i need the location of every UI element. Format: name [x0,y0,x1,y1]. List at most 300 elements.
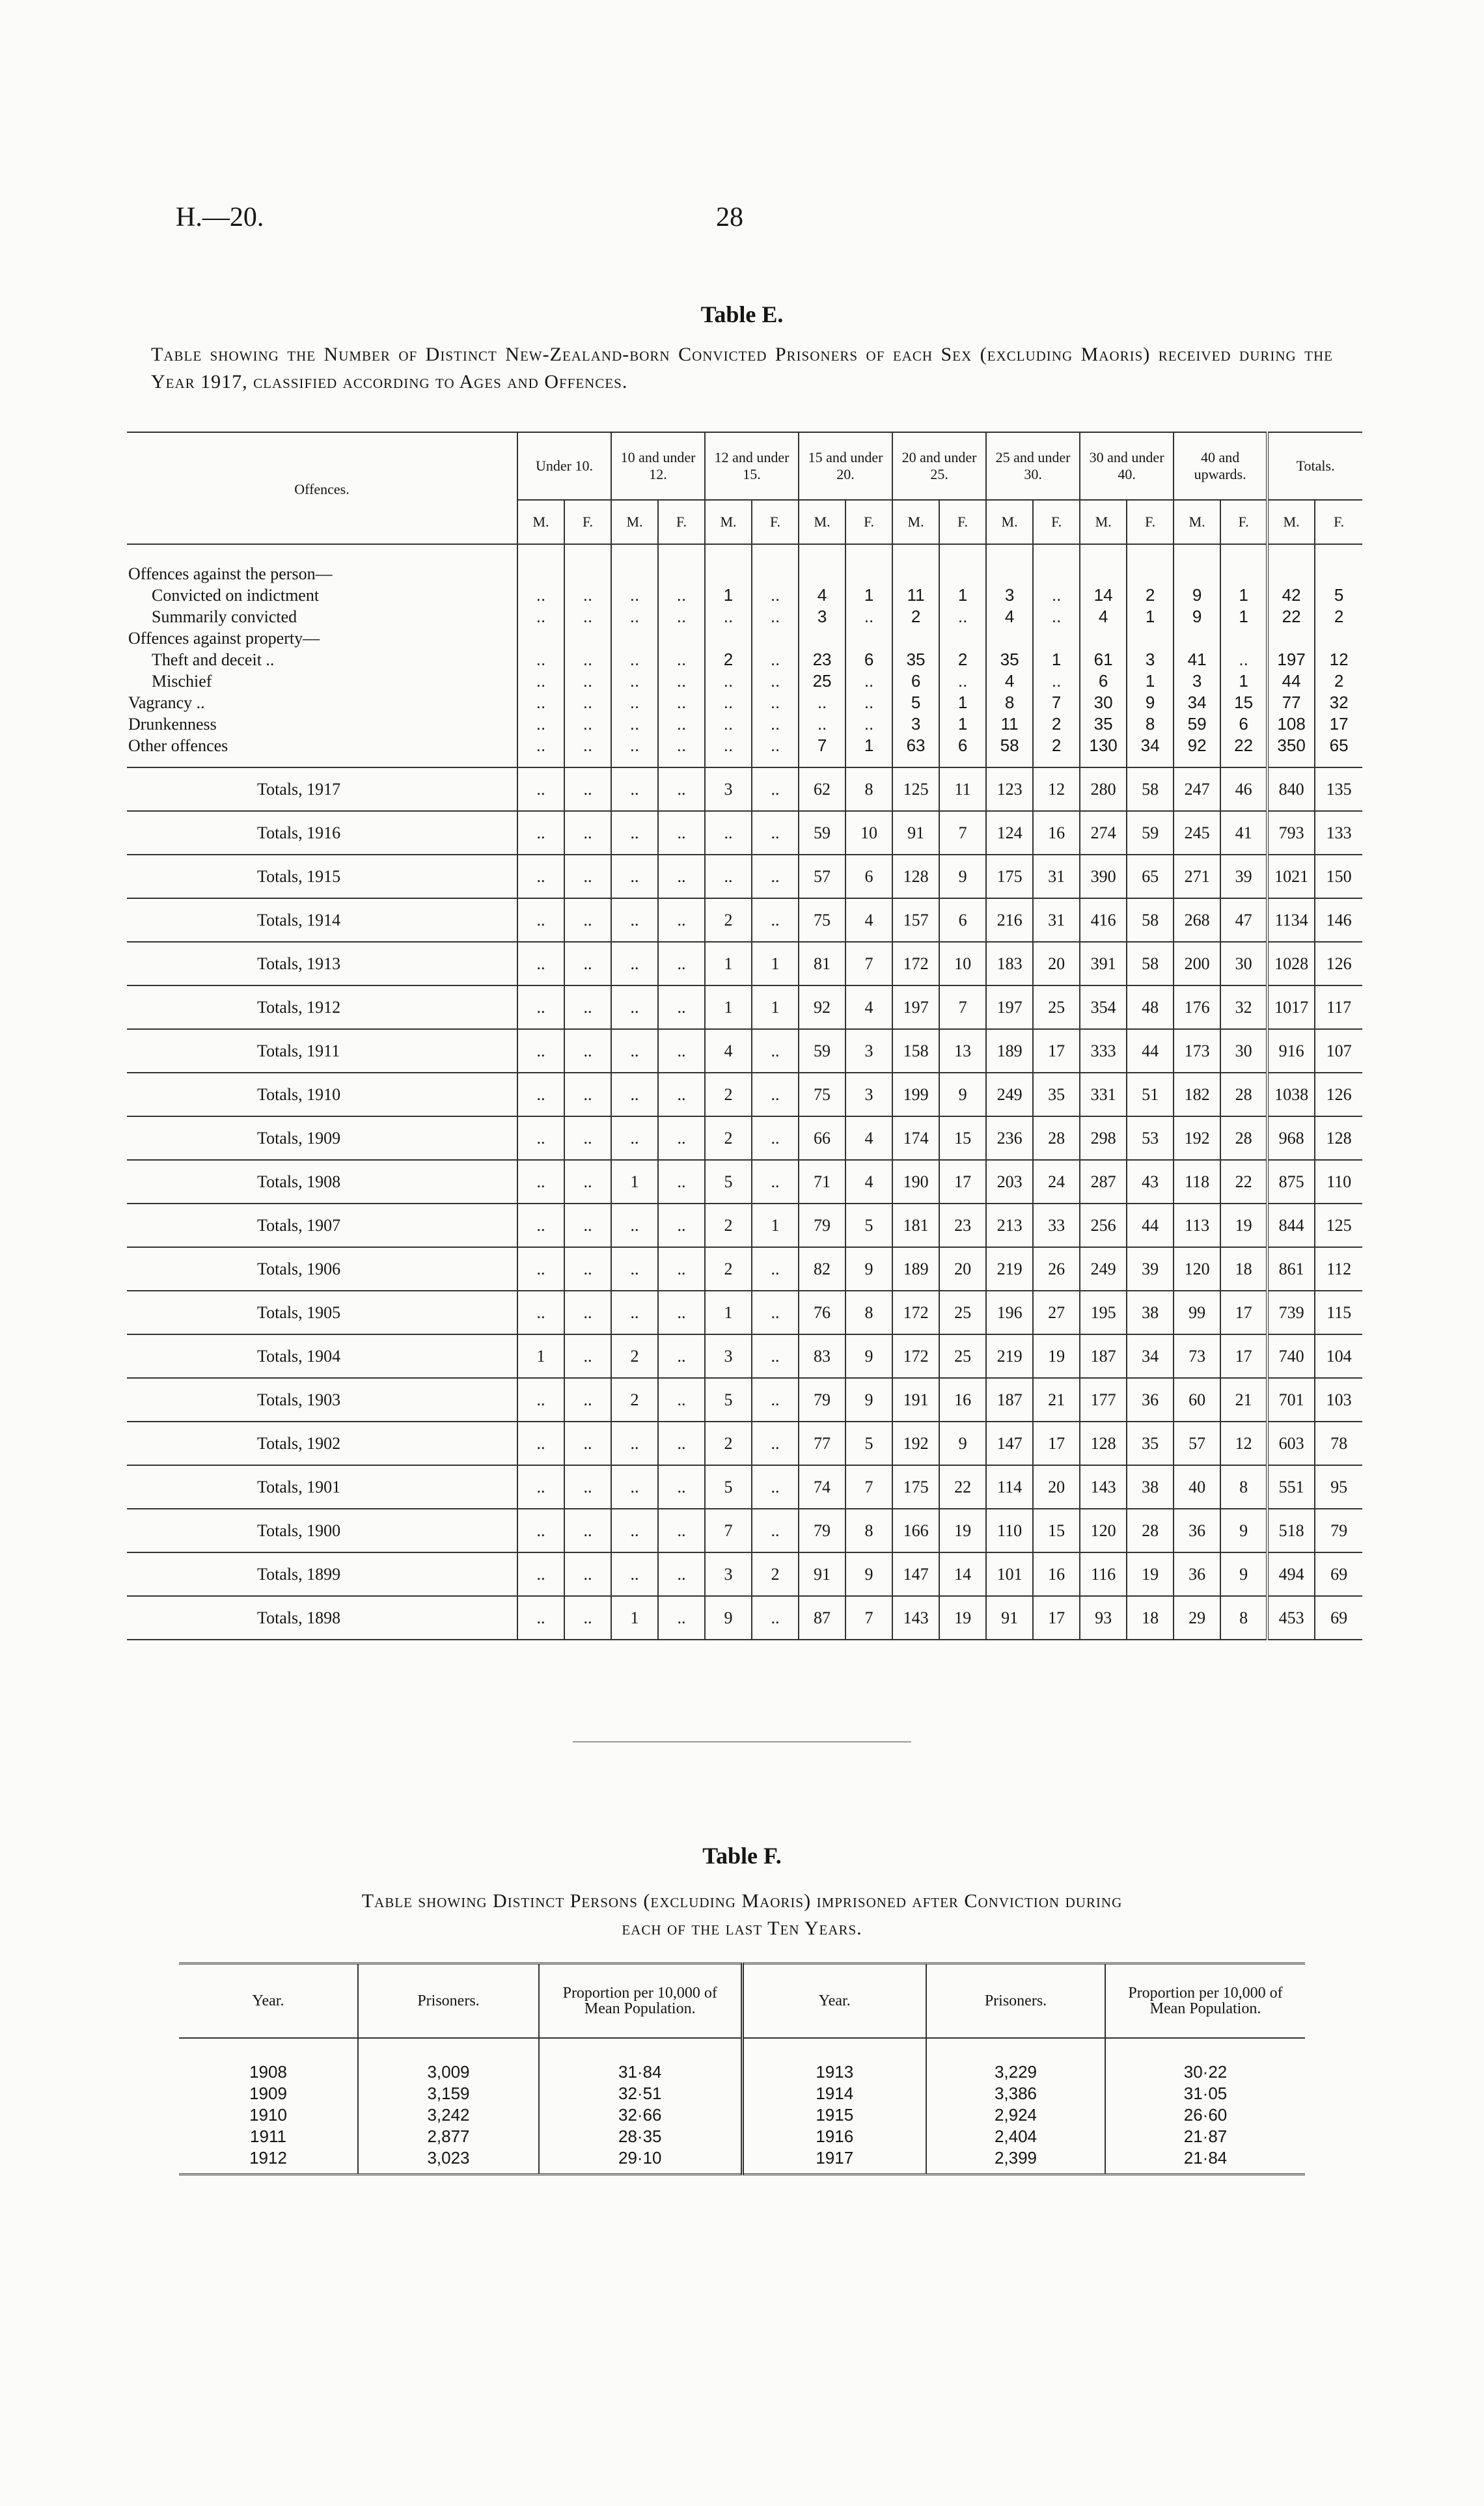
data-cell: 15 [939,1116,986,1160]
data-cell: 197 [1267,649,1315,670]
offence-row [127,649,1362,670]
data-cell: 75 [799,898,845,942]
data-cell: .. [564,1465,611,1509]
empty-cell [705,627,752,649]
data-cell: .. [611,942,658,985]
empty-cell [1127,627,1174,649]
spacer-cell [1267,756,1315,767]
spacer-cell [127,756,517,767]
empty-cell [845,627,892,649]
data-cell: 128 [1080,1422,1127,1465]
data-cell: 23 [939,1204,986,1247]
empty-cell [1315,627,1362,649]
spacer-cell [799,544,845,563]
data-cell: 5 [705,1465,752,1509]
data-cell: .. [564,1073,611,1116]
data-cell: 11 [892,585,939,606]
offence-label: Offences against property— [128,628,320,648]
data-cell: .. [658,585,705,606]
data-cell: 14 [939,1552,986,1596]
data-cell: .. [564,811,611,855]
data-cell: 126 [1315,942,1362,985]
data-cell: 87 [799,1596,845,1640]
data-cell: .. [611,1204,658,1247]
data-cell: 19 [939,1596,986,1640]
spacer-cell [939,756,986,767]
data-cell: 3 [845,1073,892,1116]
data-cell: 75 [799,1073,845,1116]
data-cell: 35 [1033,1073,1080,1116]
sex-header-m: M. [517,500,564,544]
data-cell: 1 [705,1291,752,1334]
data-cell: 59 [799,1029,845,1073]
spacer-cell [611,544,658,563]
data-cell: 1 [939,692,986,713]
table-f-cell: 28·35 [539,2126,742,2147]
data-cell: 16 [1033,1552,1080,1596]
data-cell: 271 [1174,855,1220,898]
sex-header-f: F. [1220,500,1267,544]
data-cell: 128 [1315,1116,1362,1160]
data-cell: 172 [892,942,939,985]
data-cell: .. [517,1509,564,1552]
data-cell: .. [517,855,564,898]
data-cell: 17 [1315,713,1362,735]
data-cell: 59 [799,811,845,855]
data-cell: 113 [1174,1204,1220,1247]
data-cell: .. [517,1596,564,1640]
data-cell: 76 [799,1291,845,1334]
table-f-cell: 1917 [742,2147,926,2175]
data-cell: .. [517,1422,564,1465]
data-cell: 57 [799,855,845,898]
data-cell: 116 [1080,1552,1127,1596]
table-f-row [179,2038,1305,2083]
data-cell: .. [658,692,705,713]
data-cell: 4 [986,606,1033,627]
data-cell: 1 [1220,585,1267,606]
data-cell: .. [658,1596,705,1640]
data-cell: 331 [1080,1073,1127,1116]
data-cell: 256 [1080,1204,1127,1247]
data-cell: 190 [892,1160,939,1204]
data-cell: .. [658,1378,705,1422]
data-cell: .. [658,811,705,855]
table-f-row [179,2147,1305,2175]
data-cell: 6 [939,735,986,756]
spacer-cell [705,756,752,767]
table-f-cell: 29·10 [539,2147,742,2175]
totals-year-label: Totals, 1912 [127,985,517,1029]
data-cell: .. [517,767,564,811]
data-cell: 43 [1127,1160,1174,1204]
data-cell: 2 [705,1204,752,1247]
data-cell: 166 [892,1509,939,1552]
data-cell: .. [564,1116,611,1160]
data-cell: 268 [1174,898,1220,942]
data-cell: 30 [1220,942,1267,985]
data-cell: .. [705,692,752,713]
totals-year-label: Totals, 1914 [127,898,517,942]
data-cell: .. [611,1422,658,1465]
table-f-cell: 3,023 [358,2147,539,2175]
data-cell: 274 [1080,811,1127,855]
data-cell: 59 [1174,713,1220,735]
data-cell: .. [564,942,611,985]
table-f-cell: 2,399 [926,2147,1105,2175]
data-cell: 2 [705,898,752,942]
data-cell: 6 [892,670,939,692]
data-cell: 3 [705,1552,752,1596]
table-f-cell: 1916 [742,2126,926,2147]
offence-row [127,563,1362,585]
data-cell: 1 [1033,649,1080,670]
data-cell: 4 [845,898,892,942]
data-cell: .. [658,670,705,692]
data-cell: 5 [1315,585,1362,606]
data-cell: .. [752,735,799,756]
table-f-header: Year. [742,1964,926,2039]
sex-header-f: F. [939,500,986,544]
data-cell: 36 [1174,1509,1220,1552]
data-cell: .. [752,898,799,942]
totals-year-label: Totals, 1908 [127,1160,517,1204]
data-cell: 7 [939,811,986,855]
spacer-cell [1127,756,1174,767]
totals-year-label: Totals, 1904 [127,1334,517,1378]
data-cell: .. [752,670,799,692]
offence-row [127,627,1362,649]
totals-year-label: Totals, 1906 [127,1247,517,1291]
data-cell: .. [564,735,611,756]
table-f-cell: 3,159 [358,2083,539,2104]
data-cell: .. [517,1029,564,1073]
age-group-header: 20 and under 25. [892,432,986,500]
data-cell: 25 [939,1291,986,1334]
data-cell: 1 [939,585,986,606]
empty-cell [1267,563,1315,585]
spacer-cell [752,756,799,767]
table-f-caption-line1: Table showing Distinct Persons (excluding Maoris) imprisoned after Conviction during [361,1890,1123,1912]
data-cell: 2 [1315,606,1362,627]
data-cell: 192 [892,1422,939,1465]
data-cell: .. [517,1552,564,1596]
totals-row [127,855,1362,898]
empty-cell [986,627,1033,649]
empty-cell [892,627,939,649]
table-f-row [179,2104,1305,2126]
data-cell: .. [658,1334,705,1378]
data-cell: .. [611,1509,658,1552]
data-cell: 1 [752,1204,799,1247]
data-cell: 181 [892,1204,939,1247]
data-cell: 1 [611,1596,658,1640]
sex-header-m: M. [1267,500,1315,544]
data-cell: .. [564,670,611,692]
data-cell: 3 [1174,670,1220,692]
table-f-cell: 1915 [742,2104,926,2126]
data-cell: 8 [845,1509,892,1552]
data-cell: 1 [845,735,892,756]
data-cell: 61 [1080,649,1127,670]
data-cell: 21 [1033,1378,1080,1422]
data-cell: 1038 [1267,1073,1315,1116]
totals-year-label: Totals, 1903 [127,1378,517,1422]
data-cell: 172 [892,1334,939,1378]
empty-cell [1174,627,1220,649]
data-cell: .. [752,649,799,670]
data-cell: 35 [1127,1422,1174,1465]
data-cell: .. [517,1160,564,1204]
data-cell: .. [517,985,564,1029]
age-group-header: 12 and under 15. [705,432,799,500]
sex-header-m: M. [705,500,752,544]
data-cell: 1 [1220,606,1267,627]
data-cell: 157 [892,898,939,942]
totals-year-label: Totals, 1913 [127,942,517,985]
data-cell: 95 [1315,1465,1362,1509]
data-cell: 2 [1315,670,1362,692]
data-cell: 15 [1033,1509,1080,1552]
data-cell: 65 [1127,855,1174,898]
data-cell: 183 [986,942,1033,985]
data-cell: 59 [1127,811,1174,855]
data-cell: 249 [1080,1247,1127,1291]
data-cell: .. [705,855,752,898]
empty-cell [1033,627,1080,649]
sex-header-f: F. [658,500,705,544]
data-cell: 1 [517,1334,564,1378]
totals-year-label: Totals, 1910 [127,1073,517,1116]
table-f-header: Year. [179,1964,358,2039]
data-cell: .. [658,1422,705,1465]
data-cell: 79 [1315,1509,1362,1552]
data-cell: 79 [799,1378,845,1422]
data-cell: 110 [1315,1160,1362,1204]
data-cell: .. [517,1378,564,1422]
data-cell: 174 [892,1116,939,1160]
spacer-cell [986,544,1033,563]
data-cell: 7 [799,735,845,756]
data-cell: 103 [1315,1378,1362,1422]
data-cell: .. [658,1465,705,1509]
spacer-cell [1033,544,1080,563]
data-cell: 46 [1220,767,1267,811]
table-f-cell: 32·66 [539,2104,742,2126]
data-cell: 3 [986,585,1033,606]
data-cell: 38 [1127,1291,1174,1334]
data-cell: 143 [1080,1465,1127,1509]
data-cell: 195 [1080,1291,1127,1334]
offence-label: Offences against the person— [128,564,333,583]
totals-row [127,985,1362,1029]
data-cell: .. [705,606,752,627]
data-cell: 74 [799,1465,845,1509]
data-cell: 9 [1127,692,1174,713]
totals-year-label: Totals, 1900 [127,1509,517,1552]
spacer-cell [845,544,892,563]
data-cell: 4 [845,1160,892,1204]
data-cell: 125 [892,767,939,811]
data-cell: .. [564,1247,611,1291]
data-cell: 16 [1033,811,1080,855]
offence-row [127,670,1362,692]
totals-row [127,767,1362,811]
data-cell: .. [752,811,799,855]
data-cell: .. [658,713,705,735]
spacer-cell [611,756,658,767]
table-f-header: Prisoners. [926,1964,1105,2039]
table-f-cell: 2,924 [926,2104,1105,2126]
totals-year-label: Totals, 1905 [127,1291,517,1334]
data-cell: .. [611,1247,658,1291]
data-cell: .. [517,606,564,627]
data-cell: 13 [939,1029,986,1073]
data-cell: .. [564,606,611,627]
spacer-cell [564,756,611,767]
offence-label: Summarily convicted [152,607,297,626]
totals-row [127,1552,1362,1596]
data-cell: 9 [845,1247,892,1291]
empty-cell [1220,627,1267,649]
spacer-cell [1080,544,1127,563]
table-f-cell: 31·05 [1105,2083,1305,2104]
data-cell: 29 [1174,1596,1220,1640]
totals-row [127,811,1362,855]
data-cell: 92 [1174,735,1220,756]
offence-label: Drunkenness [128,714,217,734]
data-cell: 8 [1220,1465,1267,1509]
data-cell: .. [752,1160,799,1204]
data-cell: 200 [1174,942,1220,985]
data-cell: 53 [1127,1116,1174,1160]
empty-cell [1174,563,1220,585]
data-cell: 130 [1080,735,1127,756]
data-cell: 93 [1080,1596,1127,1640]
spacer-cell [939,544,986,563]
data-cell: 20 [1033,1465,1080,1509]
data-cell: 79 [799,1509,845,1552]
age-group-header: 30 and under 40. [1080,432,1174,500]
data-cell: 182 [1174,1073,1220,1116]
data-cell: .. [564,985,611,1029]
data-cell: 41 [1174,649,1220,670]
data-cell: 99 [1174,1291,1220,1334]
data-cell: 107 [1315,1029,1362,1073]
table-f-cell: 30·22 [1105,2038,1305,2083]
data-cell: 11 [939,767,986,811]
data-cell: 114 [986,1465,1033,1509]
offence-label: Other offences [128,736,228,755]
empty-cell [986,563,1033,585]
totals-row [127,1465,1362,1509]
sex-header-f: F. [1315,500,1362,544]
data-cell: .. [564,1509,611,1552]
table-f-cell: 3,009 [358,2038,539,2083]
data-cell: 66 [799,1116,845,1160]
data-cell: 3 [799,606,845,627]
empty-cell [939,563,986,585]
data-cell: 2 [752,1552,799,1596]
data-cell: 34 [1127,735,1174,756]
totals-year-label: Totals, 1917 [127,767,517,811]
data-cell: .. [939,606,986,627]
data-cell: .. [517,713,564,735]
data-cell: .. [611,855,658,898]
data-cell: 91 [986,1596,1033,1640]
data-cell: 8 [1127,713,1174,735]
data-cell: 1 [611,1160,658,1204]
age-group-header: Totals. [1267,432,1362,500]
data-cell: .. [939,670,986,692]
data-cell: 219 [986,1247,1033,1291]
data-cell: .. [845,670,892,692]
data-cell: 16 [939,1378,986,1422]
data-cell: 199 [892,1073,939,1116]
page-number: 28 [716,202,743,232]
data-cell: 4 [986,670,1033,692]
data-cell: 844 [1267,1204,1315,1247]
data-cell: 126 [1315,1073,1362,1116]
spacer-cell [1127,544,1174,563]
data-cell: 48 [1127,985,1174,1029]
data-cell: 1 [1127,670,1174,692]
data-cell: .. [611,606,658,627]
age-group-header: Under 10. [517,432,611,500]
empty-cell [1080,627,1127,649]
data-cell: 213 [986,1204,1033,1247]
data-cell: 173 [1174,1029,1220,1073]
data-cell: 65 [1315,735,1362,756]
data-cell: 18 [1127,1596,1174,1640]
empty-cell [1267,627,1315,649]
spacer-cell [1033,756,1080,767]
data-cell: 125 [1315,1204,1362,1247]
table-f-cell: 21·84 [1105,2147,1305,2175]
data-cell: .. [564,585,611,606]
data-cell: 9 [1174,606,1220,627]
data-cell: .. [658,855,705,898]
data-cell: 91 [892,811,939,855]
data-cell: 35 [1080,713,1127,735]
data-cell: .. [658,898,705,942]
table-f-cell: 2,404 [926,2126,1105,2147]
data-cell: 7 [845,1596,892,1640]
totals-row [127,1204,1362,1247]
spacer-cell [1174,756,1220,767]
table-f-caption-line2: each of the last Ten Years. [622,1918,862,1939]
table-f-cell: 21·87 [1105,2126,1305,2147]
data-cell: 2 [611,1334,658,1378]
data-cell: 7 [705,1509,752,1552]
data-cell: 51 [1127,1073,1174,1116]
data-cell: 701 [1267,1378,1315,1422]
sex-header-m: M. [611,500,658,544]
data-cell: 18 [1220,1247,1267,1291]
data-cell: 2 [705,1116,752,1160]
data-cell: 10 [939,942,986,985]
empty-cell [564,627,611,649]
spacer-cell [1267,544,1315,563]
data-cell: 2 [705,649,752,670]
empty-cell [517,563,564,585]
empty-cell [845,563,892,585]
data-cell: 9 [705,1596,752,1640]
data-cell: 3 [705,767,752,811]
data-cell: 28 [1220,1116,1267,1160]
data-cell: 4 [1080,606,1127,627]
data-cell: 280 [1080,767,1127,811]
